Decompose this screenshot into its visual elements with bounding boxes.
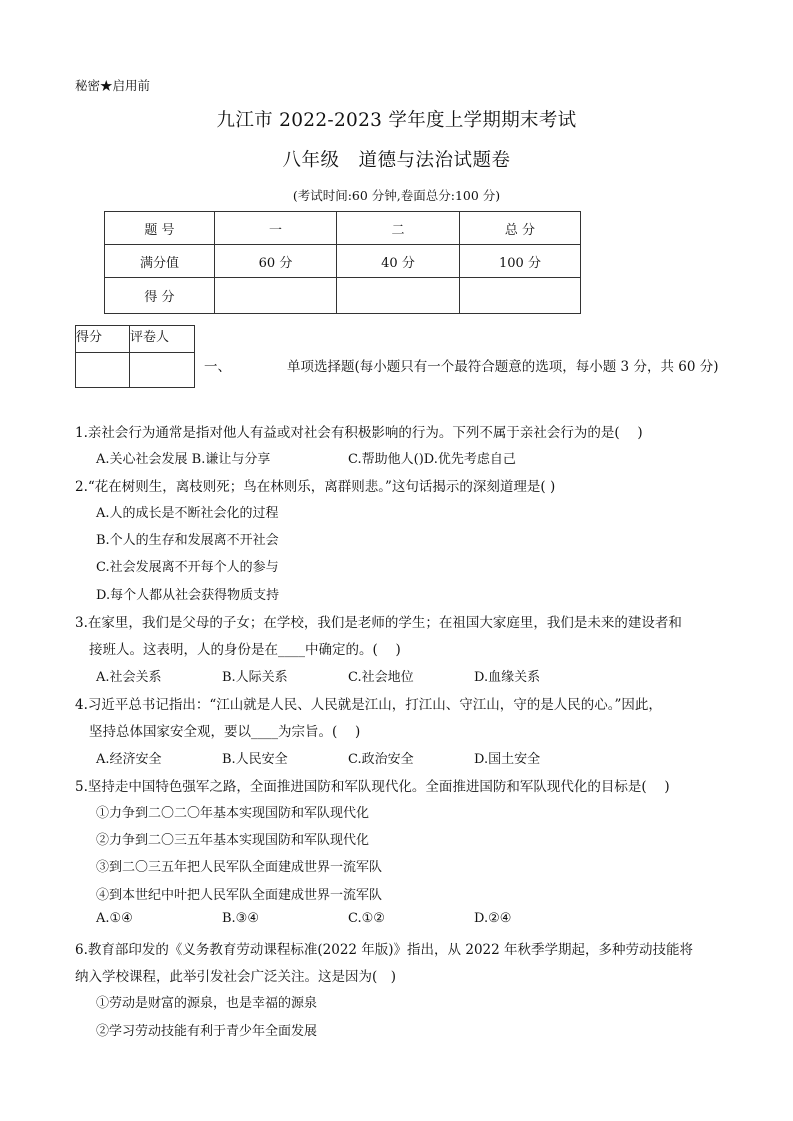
- question-3-option: B.人际关系: [222, 670, 288, 685]
- question-5-option: C.①②: [348, 911, 385, 926]
- question-2-stem: 2.“花在树则生，离枝则死；鸟在林则乐，离群则悲。”这句话揭示的深刻道理是( ): [75, 479, 556, 495]
- question-5-stem: 5.坚持走中国特色强军之路，全面推进国防和军队现代化。全面推进国防和军队现代化的目标是( ): [75, 779, 670, 795]
- question-4-option: B.人民安全: [222, 752, 288, 767]
- score-table-header-row: [105, 212, 581, 245]
- question-1-option: A.关心社会发展 B.谦让与分享: [96, 452, 271, 467]
- score-entry-cell[interactable]: [337, 278, 460, 314]
- exam-subtitle: 八年级 道德与法治试题卷: [282, 150, 511, 171]
- question-6-stem: 6.教育部印发的《义务教育劳动课程标准(2022 年版)》指出，从 2022 年秋季学期起，多种劳动技能将: [75, 942, 693, 958]
- section-heading: [204, 355, 718, 375]
- score-entry-cell[interactable]: [460, 278, 581, 314]
- question-2-option: D.每个人都从社会获得物质支持: [96, 588, 280, 603]
- question-2-option: B.个人的生存和发展离不开社会: [96, 533, 279, 548]
- question-3-option: D.血缘关系: [474, 670, 541, 685]
- question-4-option: C.政治安全: [348, 752, 414, 767]
- score-table-header: 题 号: [105, 212, 215, 245]
- section-title: 单项选择题(每小题只有一个最符合题意的选项，每小题 3 分，共 60 分): [287, 359, 719, 375]
- full-marks-cell: 60 分: [215, 245, 337, 278]
- question-5-item: ④到本世纪中叶把人民军队全面建成世界一流军队: [96, 888, 383, 903]
- question-4-option: A.经济安全: [96, 752, 162, 767]
- full-marks-label: 满分值: [105, 245, 215, 278]
- question-2-option: C.社会发展离不开每个人的参与: [96, 560, 279, 575]
- question-4-stem-cont: 坚持总体国家安全观，要以____为宗旨。( ): [89, 724, 361, 740]
- question-4-stem: 4.习近平总书记指出：“江山就是人民、人民就是江山，打江山、守江山，守的是人民的心。”因此，: [75, 697, 662, 713]
- grader-name-entry[interactable]: [130, 353, 195, 388]
- score-label: 得 分: [105, 278, 215, 314]
- question-3-stem-cont: 接班人。这表明，人的身份是在____中确定的。( ): [89, 642, 401, 658]
- question-4-option: D.国土安全: [474, 752, 541, 767]
- question-1-option: C.帮助他人()D.优先考虑自己: [348, 452, 516, 467]
- question-5-item: ②力争到二〇三五年基本实现国防和军队现代化: [96, 833, 370, 848]
- score-table: [104, 211, 581, 314]
- question-1-stem: 1.亲社会行为通常是指对他人有益或对社会有积极影响的行为。下列不属于亲社会行为的是( ): [75, 425, 643, 441]
- question-6-item: ②学习劳动技能有利于青少年全面发展: [96, 1024, 318, 1039]
- question-5-item: ①力争到二〇二〇年基本实现国防和军队现代化: [96, 806, 370, 821]
- question-2-option: A.人的成长是不断社会化的过程: [96, 506, 279, 521]
- grader-box: [75, 325, 195, 388]
- question-5-option: A.①④: [96, 911, 133, 926]
- question-3-option: A.社会关系: [96, 670, 162, 685]
- score-table-header: 二: [337, 212, 460, 245]
- score-table-full-marks-row: [105, 245, 581, 278]
- question-6-stem-cont: 纳入学校课程，此举引发社会广泛关注。这是因为( ): [75, 969, 397, 985]
- exam-title: 九江市 2022-2023 学年度上学期期末考试: [216, 110, 577, 131]
- question-3-option: C.社会地位: [348, 670, 414, 685]
- section-number: 一、: [204, 359, 231, 375]
- score-table-score-row: [105, 278, 581, 314]
- score-table-header: 总 分: [460, 212, 581, 245]
- grader-score-label: 得分: [76, 326, 130, 353]
- question-5-option: D.②④: [474, 911, 512, 926]
- score-table-header: 一: [215, 212, 337, 245]
- full-marks-cell: 100 分: [460, 245, 581, 278]
- full-marks-cell: 40 分: [337, 245, 460, 278]
- question-3-stem: 3.在家里，我们是父母的子女；在学校，我们是老师的学生；在祖国大家庭里，我们是未来的建设者和: [75, 615, 682, 631]
- grader-name-label: 评卷人: [130, 326, 195, 353]
- question-6-item: ①劳动是财富的源泉，也是幸福的源泉: [96, 996, 318, 1011]
- confidential-label: 秘密★启用前: [75, 78, 151, 93]
- question-5-option: B.③④: [222, 911, 259, 926]
- exam-info: (考试时间:60 分钟,卷面总分:100 分): [292, 188, 501, 203]
- grader-score-entry[interactable]: [76, 353, 130, 388]
- score-entry-cell[interactable]: [215, 278, 337, 314]
- question-5-item: ③到二〇三五年把人民军队全面建成世界一流军队: [96, 860, 383, 875]
